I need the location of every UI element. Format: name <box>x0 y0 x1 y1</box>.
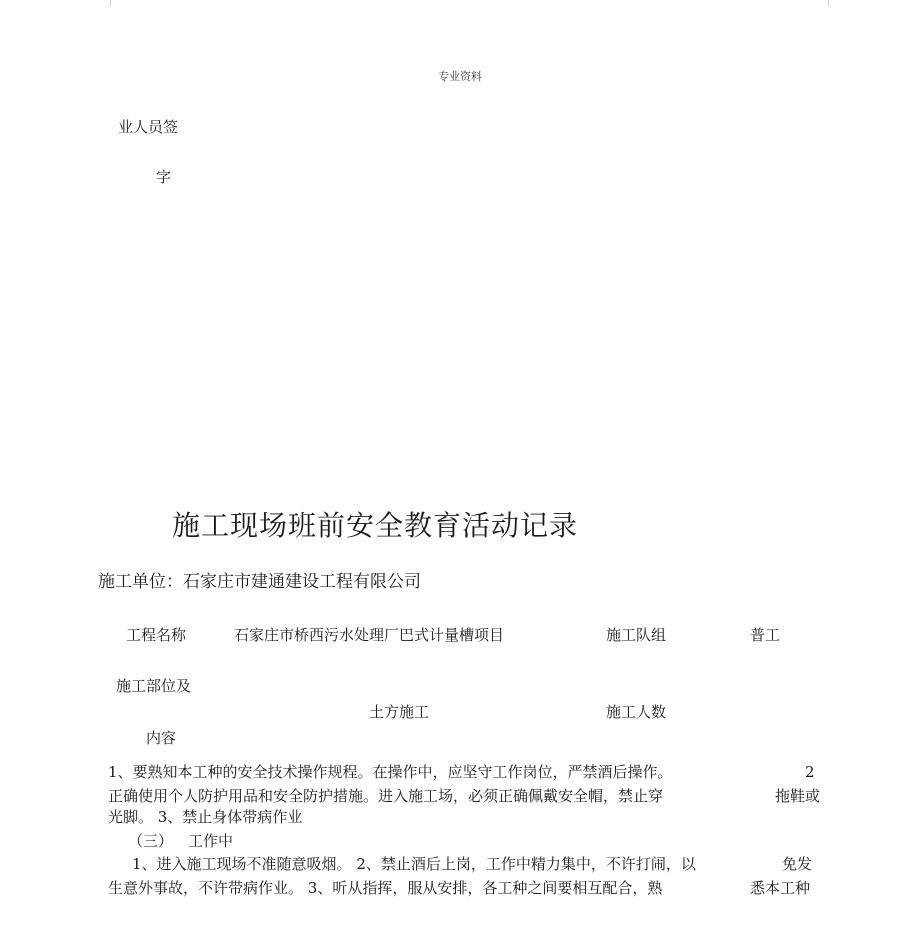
page-edge-mark <box>828 0 829 6</box>
location-label-line2: 内容 <box>146 729 177 747</box>
signature-label-line1: 业人员签 <box>118 118 179 136</box>
content-line-4: 1、进入施工现场不准随意吸烟。 2、禁止酒后上岗，工作中精力集中，不许打闹，以 <box>132 855 696 873</box>
page-edge-mark <box>110 0 111 6</box>
page-header: 专业资料 <box>438 70 482 83</box>
content-line-5-end: 悉本工种 <box>750 879 811 897</box>
headcount-label: 施工人数 <box>606 703 667 721</box>
content-line-2: 正确使用个人防护用品和安全防护措施。进入施工场，必须正确佩戴安全帽，禁止穿 <box>108 787 664 805</box>
project-name-label: 工程名称 <box>126 626 187 644</box>
content-line-4-end: 免发 <box>782 855 813 873</box>
location-value: 土方施工 <box>369 703 430 721</box>
content-line-1-end: 2 <box>805 763 815 781</box>
content-line-2-end: 拖鞋或 <box>775 787 821 805</box>
location-label-line1: 施工部位及 <box>116 677 192 695</box>
team-value: 普工 <box>750 626 781 644</box>
section-title: 工作中 <box>188 832 234 850</box>
signature-label-line2: 字 <box>156 168 172 186</box>
section-number: （三） <box>128 832 174 850</box>
content-line-5: 生意外事故，不许带病作业。 3、听从指挥，服从安排，各工种之间要相互配合，熟 <box>108 879 663 897</box>
content-line-3: 光脚。 3、禁止身体带病作业 <box>108 808 303 826</box>
team-label: 施工队组 <box>606 626 667 644</box>
content-line-1: 1、要熟知本工种的安全技术操作规程。在操作中，应坚守工作岗位，严禁酒后操作。 <box>108 763 673 781</box>
construction-unit: 施工单位：石家庄市建通建设工程有限公司 <box>98 572 421 592</box>
record-title: 施工现场班前安全教育活动记录 <box>172 509 579 542</box>
project-name-value: 石家庄市桥西污水处理厂巴式计量槽项目 <box>234 626 505 644</box>
